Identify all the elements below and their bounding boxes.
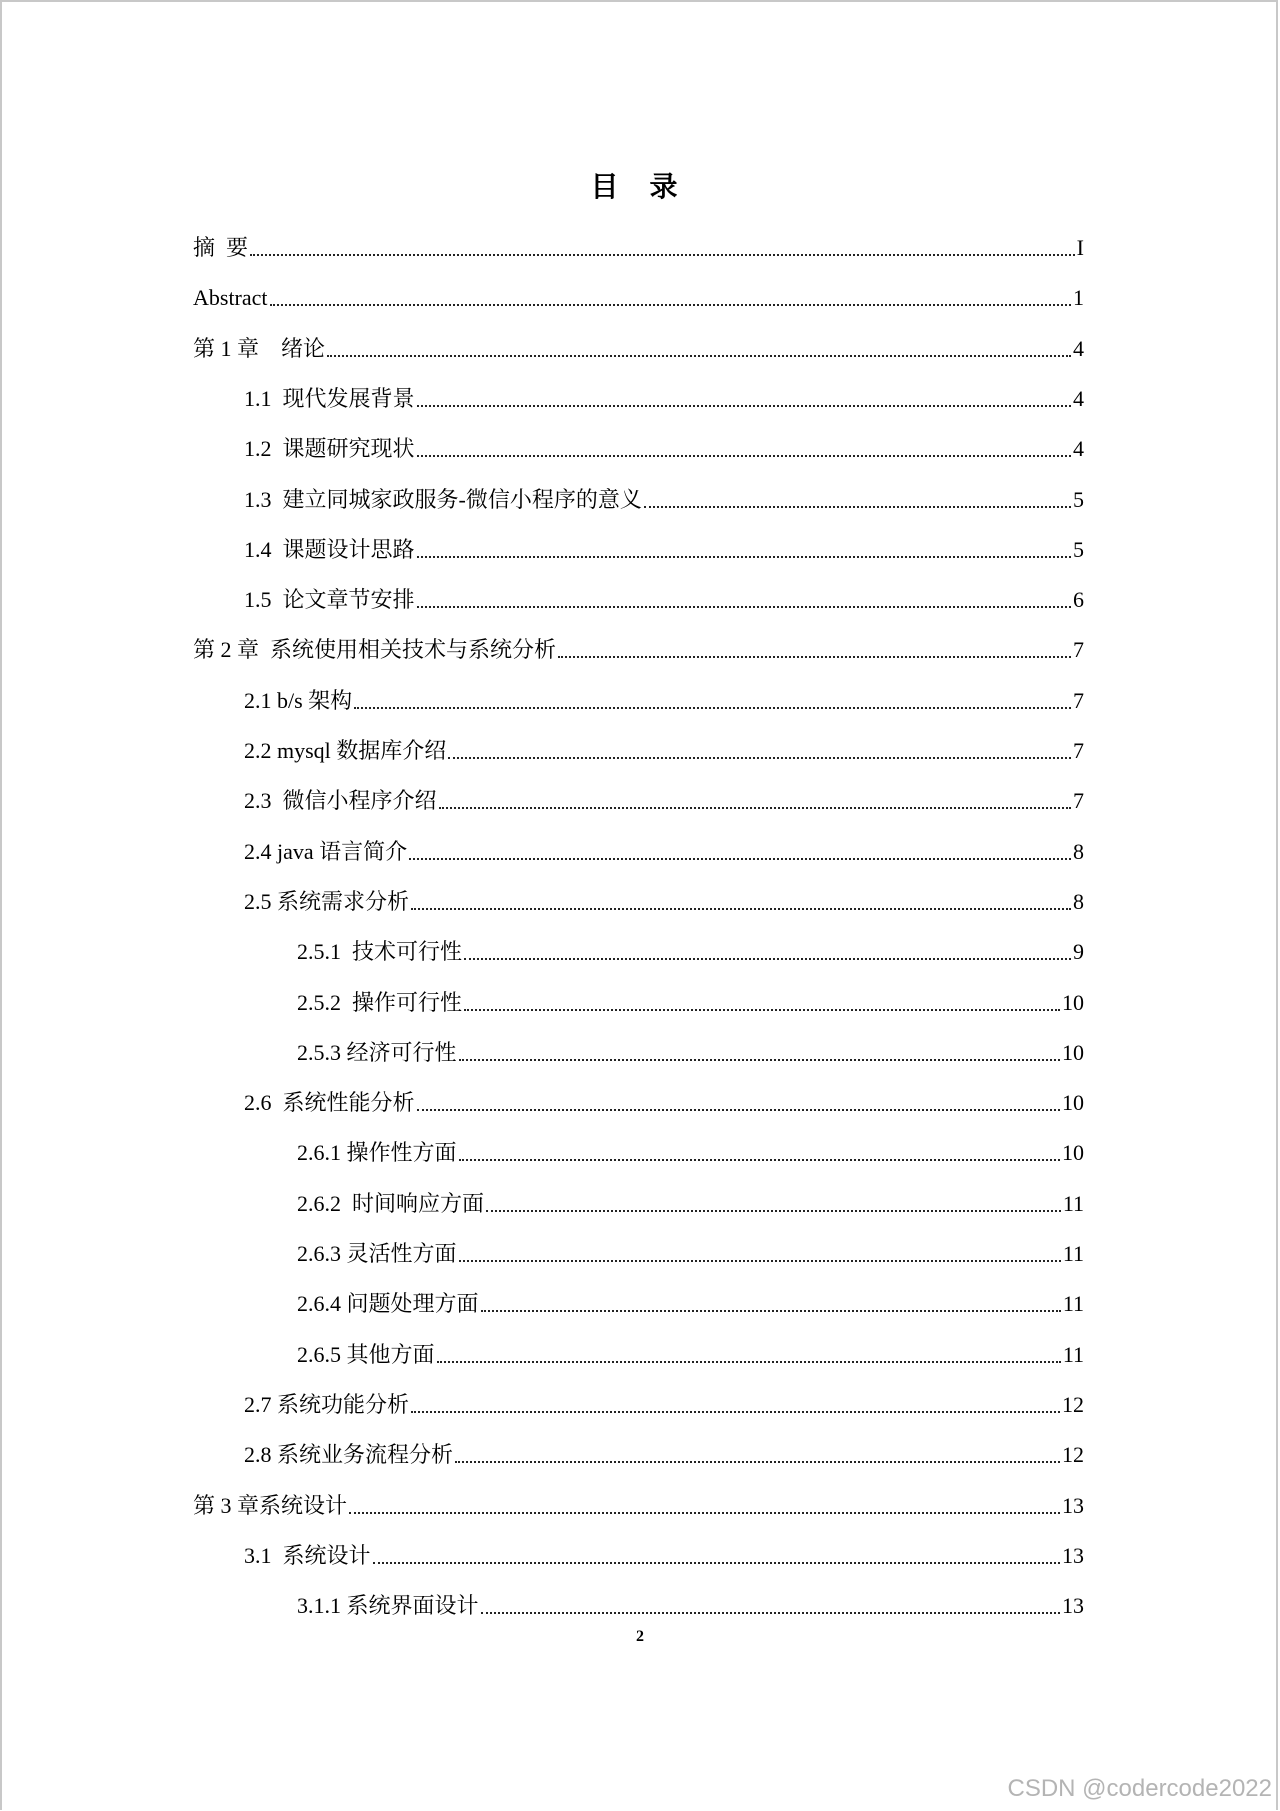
toc-entry[interactable] bbox=[244, 485, 1084, 515]
toc-entry-page: 13 bbox=[1062, 1492, 1084, 1518]
toc-entry-page: 6 bbox=[1073, 587, 1084, 613]
toc-entry-label: 2.6 系统性能分析 bbox=[244, 1090, 415, 1116]
dot-leader bbox=[459, 1059, 1060, 1061]
toc-entry-page: 4 bbox=[1073, 436, 1084, 462]
toc-entry[interactable] bbox=[193, 635, 1084, 665]
toc-entry-page: 12 bbox=[1062, 1442, 1084, 1468]
toc-entry[interactable] bbox=[297, 1189, 1084, 1219]
toc-entry-label: 2.4 java 语言简介 bbox=[244, 838, 408, 864]
toc-entry[interactable] bbox=[297, 1340, 1084, 1370]
toc-entry[interactable] bbox=[297, 937, 1084, 967]
dot-leader bbox=[459, 1260, 1061, 1262]
dot-leader bbox=[464, 1009, 1060, 1011]
toc-entry-page: 10 bbox=[1062, 989, 1084, 1015]
toc-entry-label: 1.5 论文章节安排 bbox=[244, 587, 415, 613]
toc-title: 目 录 bbox=[590, 172, 690, 203]
toc-entry-label: 3.1.1 系统界面设计 bbox=[297, 1593, 479, 1619]
dot-leader bbox=[411, 1411, 1060, 1413]
toc-entry[interactable] bbox=[297, 1289, 1084, 1319]
toc-entry-label: 2.1 b/s 架构 bbox=[244, 687, 353, 713]
toc-entry-page: 7 bbox=[1073, 788, 1084, 814]
toc-entry-page: 7 bbox=[1073, 687, 1084, 713]
toc-entry-page: 4 bbox=[1073, 385, 1084, 411]
toc-entry-label: 1.4 课题设计思路 bbox=[244, 536, 415, 562]
toc-entry-page: 11 bbox=[1062, 1291, 1084, 1317]
dot-leader bbox=[327, 355, 1071, 357]
toc-entry-page: 10 bbox=[1062, 1090, 1084, 1116]
toc-entry-label: 1.3 建立同城家政服务-微信小程序的意义 bbox=[244, 486, 642, 512]
dot-leader bbox=[417, 556, 1071, 558]
toc-entry[interactable] bbox=[244, 786, 1084, 816]
toc-entry[interactable] bbox=[244, 535, 1084, 565]
toc-entry-label: 2.6.5 其他方面 bbox=[297, 1341, 435, 1367]
toc-entry-label: 2.7 系统功能分析 bbox=[244, 1391, 410, 1417]
dot-leader bbox=[417, 405, 1071, 407]
dot-leader bbox=[558, 656, 1071, 658]
dot-leader bbox=[459, 1159, 1060, 1161]
toc-entry[interactable] bbox=[244, 1088, 1084, 1118]
dot-leader bbox=[455, 1461, 1060, 1463]
toc-entry-label: 摘 要 bbox=[193, 235, 249, 260]
dot-leader bbox=[448, 757, 1071, 759]
toc-entry-page: 12 bbox=[1062, 1391, 1084, 1417]
toc-entry-label: 1.1 现代发展背景 bbox=[244, 385, 415, 411]
toc-entry-label: 2.5.2 操作可行性 bbox=[297, 989, 463, 1015]
toc-entry-page: 11 bbox=[1062, 1241, 1084, 1266]
toc-entry-label: 2.6.2 时间响应方面 bbox=[297, 1190, 485, 1216]
dot-leader bbox=[417, 606, 1071, 608]
toc-entry[interactable] bbox=[244, 434, 1084, 464]
toc-entry[interactable] bbox=[193, 334, 1084, 364]
dot-leader bbox=[481, 1310, 1061, 1312]
toc-entry-label: 2.5.1 技术可行性 bbox=[297, 939, 463, 965]
dot-leader bbox=[354, 707, 1071, 709]
toc-entry-page: I bbox=[1076, 235, 1084, 260]
dot-leader bbox=[439, 807, 1071, 809]
toc-entry-label: 2.6.3 灵活性方面 bbox=[297, 1241, 457, 1266]
toc-entry[interactable] bbox=[244, 1390, 1084, 1420]
toc-entry[interactable] bbox=[244, 736, 1084, 766]
dot-leader bbox=[417, 455, 1071, 457]
dot-leader bbox=[481, 1612, 1060, 1614]
toc-entry-page: 10 bbox=[1062, 1039, 1084, 1065]
dot-leader bbox=[417, 1109, 1060, 1111]
toc-entry-label: 2.6.1 操作性方面 bbox=[297, 1140, 457, 1166]
toc-entry-page: 13 bbox=[1062, 1593, 1084, 1619]
toc-entry-page: 7 bbox=[1073, 637, 1084, 663]
toc-entry[interactable] bbox=[244, 686, 1084, 716]
toc-entry[interactable] bbox=[193, 283, 1084, 313]
toc-entry[interactable] bbox=[297, 1239, 1084, 1269]
toc-entry-page: 4 bbox=[1073, 335, 1084, 361]
toc-entry-page: 9 bbox=[1073, 939, 1084, 965]
toc-entry-page: 5 bbox=[1073, 536, 1084, 562]
toc-entry-page: 5 bbox=[1073, 486, 1084, 512]
dot-leader bbox=[270, 304, 1071, 306]
toc-entry-page: 8 bbox=[1073, 838, 1084, 864]
toc-entry[interactable] bbox=[297, 988, 1084, 1018]
toc-entry[interactable] bbox=[193, 233, 1084, 263]
toc-entry-label: 2.2 mysql 数据库介绍 bbox=[244, 738, 447, 763]
toc-entry[interactable] bbox=[244, 887, 1084, 917]
toc-entry[interactable] bbox=[244, 1541, 1084, 1571]
toc-entry-page: 11 bbox=[1062, 1341, 1084, 1367]
watermark: CSDN @codercode2022 bbox=[1007, 1775, 1272, 1802]
toc-entry-label: 第 2 章 系统使用相关技术与系统分析 bbox=[193, 637, 557, 663]
page-number: 2 bbox=[636, 1628, 644, 1645]
toc-entry[interactable] bbox=[244, 1440, 1084, 1470]
toc-entry-label: 第 1 章 绪论 bbox=[193, 335, 326, 361]
dot-leader bbox=[486, 1210, 1061, 1212]
dot-leader bbox=[411, 908, 1071, 910]
toc-entry-label: 2.5.3 经济可行性 bbox=[297, 1039, 457, 1065]
toc-entry-label: 2.5 系统需求分析 bbox=[244, 888, 410, 914]
dot-leader bbox=[437, 1361, 1061, 1363]
dot-leader bbox=[373, 1562, 1060, 1564]
toc-entry-label: 第 3 章系统设计 bbox=[193, 1492, 348, 1518]
toc-entry-page: 7 bbox=[1073, 738, 1084, 763]
toc-entry-page: 11 bbox=[1062, 1190, 1084, 1216]
toc-entry[interactable] bbox=[244, 384, 1084, 414]
toc-entry-label: Abstract bbox=[193, 285, 268, 311]
toc-entry[interactable] bbox=[193, 1491, 1084, 1521]
dot-leader bbox=[250, 254, 1075, 256]
toc-entry[interactable] bbox=[244, 585, 1084, 615]
dot-leader bbox=[644, 506, 1071, 508]
toc-entry[interactable] bbox=[297, 1591, 1084, 1621]
toc-entry[interactable] bbox=[297, 1038, 1084, 1068]
toc-entry-page: 13 bbox=[1062, 1542, 1084, 1568]
toc-entry-page: 1 bbox=[1073, 285, 1084, 311]
toc-entry[interactable] bbox=[244, 837, 1084, 867]
toc-entry-label: 2.3 微信小程序介绍 bbox=[244, 788, 437, 814]
toc-entry-label: 2.8 系统业务流程分析 bbox=[244, 1442, 454, 1468]
toc-entry-page: 10 bbox=[1062, 1140, 1084, 1166]
dot-leader bbox=[409, 858, 1071, 860]
toc-entry-label: 2.6.4 问题处理方面 bbox=[297, 1291, 479, 1317]
dot-leader bbox=[349, 1512, 1060, 1514]
toc-entry-page: 8 bbox=[1073, 888, 1084, 914]
dot-leader bbox=[464, 958, 1071, 960]
toc-entry[interactable] bbox=[297, 1138, 1084, 1168]
toc-entry-label: 1.2 课题研究现状 bbox=[244, 436, 415, 462]
toc-entry-label: 3.1 系统设计 bbox=[244, 1542, 371, 1568]
